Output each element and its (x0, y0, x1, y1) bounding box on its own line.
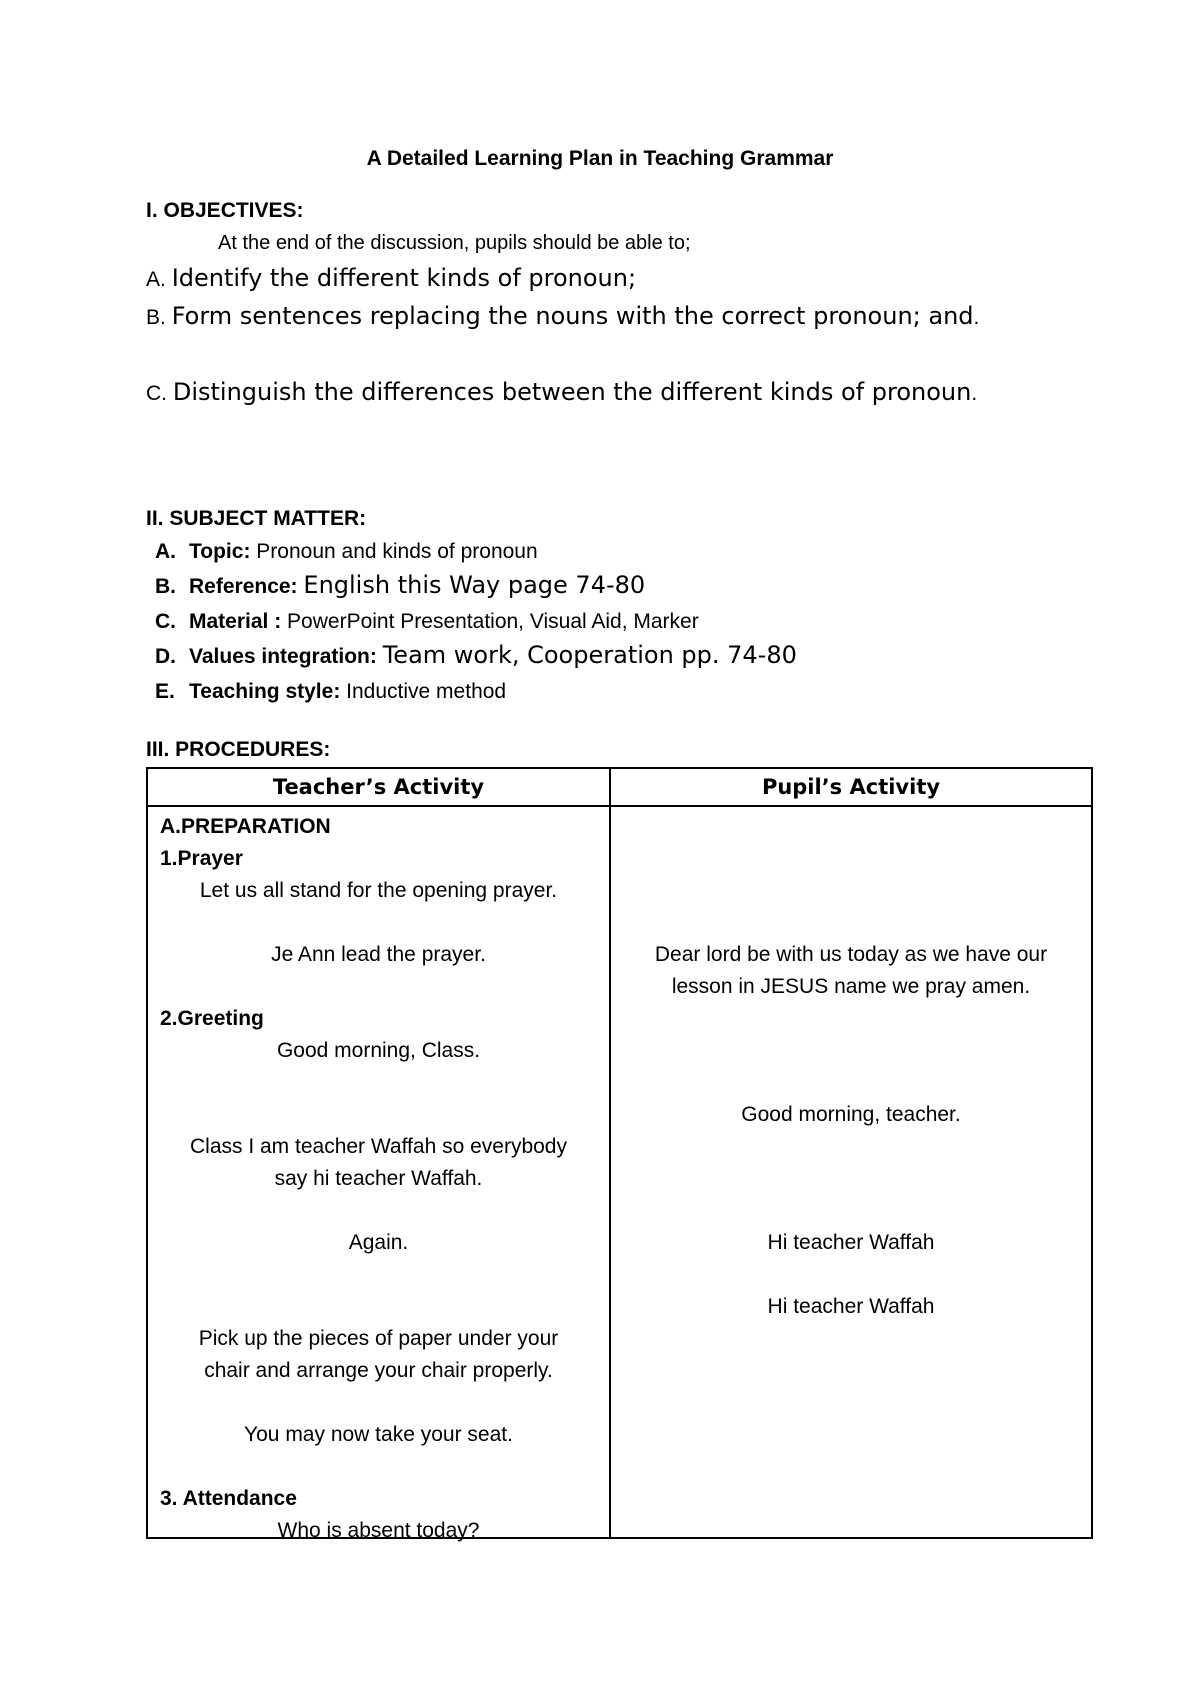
item-value: Pronoun and kinds of pronoun (256, 540, 538, 563)
teacher-line: Pick up the pieces of paper under your (198, 1327, 559, 1350)
teacher-line: say hi teacher Waffah. (274, 1167, 483, 1190)
objective-letter: B. (146, 306, 172, 329)
item-letter: E. (155, 680, 175, 703)
prayer-heading: 1.Prayer (160, 847, 243, 870)
pupil-line: Hi teacher Waffah (767, 1231, 935, 1254)
objectives-intro: At the end of the discussion, pupils should be able to; (218, 232, 691, 254)
subject-matter-heading: II. SUBJECT MATTER: (146, 507, 367, 530)
teacher-activity-cell (147, 806, 610, 1542)
item-letter: D. (155, 645, 176, 668)
subject-matter-item (155, 610, 699, 634)
item-value: Inductive method (346, 680, 507, 703)
pupil-line: lesson in JESUS name we pray amen. (671, 975, 1031, 998)
objective-item (146, 373, 1026, 413)
objective-text: Distinguish the differences between the different kinds of pronoun (172, 378, 972, 406)
objective-punct: . (971, 382, 978, 405)
objective-letter: C. (146, 382, 173, 405)
teacher-line: Let us all stand for the opening prayer. (199, 879, 558, 902)
greeting-heading: 2.Greeting (160, 1007, 264, 1030)
objective-item (146, 259, 1026, 299)
document-title: A Detailed Learning Plan in Teaching Grammar (366, 147, 834, 170)
item-letter: A. (155, 540, 176, 563)
objective-punct: . (973, 306, 980, 329)
subject-matter-item (155, 540, 538, 564)
preparation-heading: A.PREPARATION (160, 815, 331, 838)
pupil-line: Good morning, teacher. (741, 1103, 961, 1126)
item-value: Team work, Cooperation pp. 74-80 (382, 641, 797, 669)
item-label: Teaching style: (189, 680, 341, 703)
attendance-heading: 3. Attendance (160, 1487, 297, 1510)
teacher-line: Who is absent today? (277, 1519, 480, 1542)
objectives-heading: I. OBJECTIVES: (146, 199, 304, 222)
teacher-line: You may now take your seat. (244, 1423, 513, 1446)
table-header-row (147, 768, 1092, 806)
item-label: Topic: (189, 540, 251, 563)
item-label: Values integration: (189, 645, 377, 668)
objective-text: Identify the different kinds of pronoun; (171, 264, 637, 292)
pupil-line: Hi teacher Waffah (767, 1295, 935, 1318)
subject-matter-item (155, 641, 797, 669)
teacher-line: Class I am teacher Waffah so everybody (189, 1135, 567, 1158)
teacher-line: Je Ann lead the prayer. (271, 943, 486, 966)
teacher-line: chair and arrange your chair properly. (204, 1359, 553, 1382)
procedures-table (146, 767, 1093, 1542)
pupil-line: Dear lord be with us today as we have our (654, 943, 1048, 966)
subject-matter-item (155, 680, 506, 704)
item-letter: C. (155, 610, 176, 633)
pupil-activity-cell (610, 806, 1092, 1538)
item-value: English this Way page 74-80 (303, 571, 646, 599)
item-value: PowerPoint Presentation, Visual Aid, Marker (287, 610, 699, 633)
teacher-activity-header: Teacher’s Activity (147, 768, 610, 806)
teacher-line: Good morning, Class. (276, 1039, 481, 1062)
objective-letter: A. (146, 268, 172, 291)
item-label: Reference: (189, 575, 298, 598)
objective-item (146, 297, 1026, 337)
subject-matter-item (155, 571, 645, 599)
teacher-line: Again. (348, 1231, 409, 1254)
item-label: Material : (189, 610, 282, 633)
table-row (147, 806, 1092, 1538)
procedures-heading: III. PROCEDURES: (146, 738, 331, 761)
pupil-activity-header: Pupil’s Activity (610, 768, 1092, 806)
objective-text: Form sentences replacing the nouns with the correct pronoun; and (171, 302, 974, 330)
item-letter: B. (155, 575, 176, 598)
